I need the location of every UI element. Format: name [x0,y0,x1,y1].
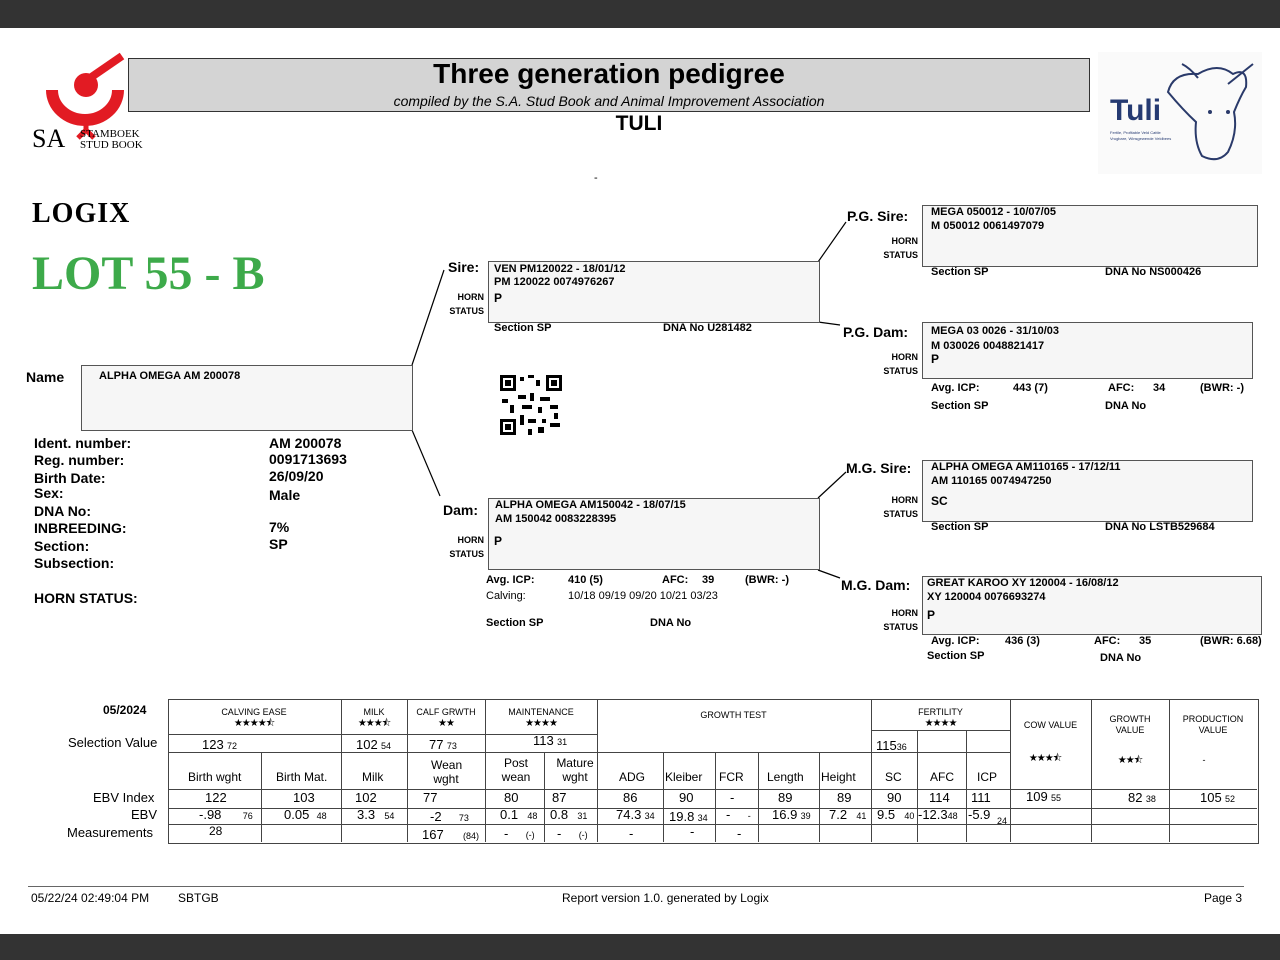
lot-number: LOT 55 - B [32,247,265,300]
meas-adg: - [629,826,634,841]
index-afc: 114 [929,790,950,805]
ebv-date: 05/2024 [103,703,147,717]
ebv-fcr: - - [726,807,751,822]
mg-dam-dna: DNA No [1100,652,1142,664]
hdr-production-value: PRODUCTION VALUE [1182,714,1244,735]
meas-mature: - (-) [557,826,588,841]
page-title: Three generation pedigree [433,58,785,89]
sire-dna: DNA No U281482 [663,322,752,334]
col-height: Height [821,770,856,784]
pg-sire-dna: DNA No NS000426 [1105,266,1202,278]
mg-dam-section: Section SP [927,650,985,662]
sel-maint: 113 31 [533,733,568,748]
footer-code: SBTGB [178,891,219,905]
mg-sire-line1: ALPHA OMEGA AM110165 - 17/12/11 [931,461,1121,473]
pg-dam-horn-label: HORN STATUS [883,352,918,376]
pg-sire-section: Section SP [931,266,989,278]
sire-section: Section SP [494,322,552,334]
sel-milk: 102 54 [356,737,392,752]
mg-dam-line1: GREAT KAROO XY 120004 - 16/08/12 [927,577,1119,589]
inbreeding-label: INBREEDING: [34,520,127,536]
hdr-calving-ease: CALVING EASE ★★★★⯪ [168,707,340,729]
hdr-fertility: FERTILITY ★★★★ [871,707,1010,729]
dam-icp-label: Avg. ICP: [486,574,535,586]
pg-dam-horn: P [931,352,940,366]
dam-horn: P [494,534,503,548]
index-icp: 111 [971,790,991,805]
index-growth-value: 82 38 [1128,790,1156,805]
hdr-growth-value: GROWTH VALUE [1109,714,1151,735]
ebv-icp: -5.9 [968,807,991,822]
ebv-milk: 3.3 54 [357,807,395,822]
index-length: 89 [778,790,793,805]
col-fcr: FCR [719,770,744,784]
index-cow-value: 109 55 [1026,789,1062,804]
ebv-sc: 9.5 40 [877,807,915,822]
pg-dam-section: Section SP [931,400,989,412]
meas-kleiber: - [690,824,695,839]
pg-dam-label: P.G. Dam: [843,324,909,340]
index-milk: 102 [355,790,377,805]
dam-horn-label: HORN STATUS [449,535,484,559]
pg-dam-icp-label: Avg. ICP: [931,382,980,394]
meas-wean: 167 (84) [422,827,480,842]
maint-stars: ★★★★ [525,718,557,729]
dam-icp: 410 (5) [568,574,603,586]
sex-value: Male [269,487,301,503]
meas-birth-wght: 28 [209,824,223,838]
dna-label: DNA No: [34,503,92,519]
col-wean-wght: Wean wght [431,758,463,786]
subsection-label: Subsection: [34,555,115,571]
col-post-wean: Post wean [501,756,531,784]
reg-label: Reg. number: [34,452,125,468]
row-label-index: EBV Index [93,790,155,805]
hdr-cow-value: COW VALUE [1023,720,1078,730]
index-height: 89 [837,790,852,805]
milk-stars: ★★★⯪ [357,718,391,729]
calf-stars: ★★ [438,718,454,729]
page-subtitle: compiled by the S.A. Stud Book and Animal Improvement Association [393,93,825,109]
sa-logo-line2: STUD BOOK [80,139,143,151]
mg-dam-icp-label: Avg. ICP: [931,635,980,647]
index-wean: 77 [423,790,438,805]
index-fcr: - [730,790,735,805]
footer-rule [28,886,1244,887]
cow-value-stars: ★★★⯪ [1028,753,1062,764]
index-adg: 86 [623,790,638,805]
dam-bwr: (BWR: -) [745,574,789,586]
ebv-length: 16.9 39 [772,807,811,822]
dam-afc-label: AFC: [662,574,689,586]
ident-label: Ident. number: [34,435,132,451]
mg-dam-label: M.G. Dam: [841,577,911,593]
row-label-selection: Selection Value [68,735,158,750]
index-mature: 87 [552,790,567,805]
pg-sire-label: P.G. Sire: [847,208,909,224]
qr-code-icon [500,375,562,435]
birth-label: Birth Date: [34,470,106,486]
col-milk: Milk [362,770,384,784]
mg-dam-afc-label: AFC: [1094,635,1121,647]
dam-label: Dam: [443,502,479,518]
mg-sire-horn: SC [931,494,948,508]
hdr-growth-test: GROWTH TEST [700,710,767,720]
ebv-birth-wght: -.98 76 [199,807,253,822]
ebv-mature: 0.8 31 [550,807,588,822]
meas-post-wean: - (-) [504,826,535,841]
sire-line2: PM 120022 0074976267 [494,276,615,288]
ebv-wean: -2 73 [430,809,469,824]
col-birth-mat: Birth Mat. [276,770,328,784]
row-label-ebv: EBV [131,807,158,822]
pg-dam-dna: DNA No [1105,400,1147,412]
horn-status-label: HORN STATUS: [34,590,138,606]
calving-stars: ★★★★⯪ [233,718,275,729]
production-value-stars: - [1202,755,1206,765]
ebv-kleiber: 19.8 34 [669,809,708,824]
tuli-tagline-1: Fertile, Profitable Veld Cattle [1110,130,1161,135]
animal-name: ALPHA OMEGA AM 200078 [99,370,241,382]
dam-afc: 39 [702,574,715,586]
col-length: Length [767,770,804,784]
col-adg: ADG [619,770,646,784]
pg-dam-afc-label: AFC: [1108,382,1135,394]
bottom-bar [0,934,1280,960]
ident-value: AM 200078 [269,435,342,451]
footer-datetime: 05/22/24 02:49:04 PM [31,891,150,905]
sire-horn-label: HORN STATUS [449,292,484,316]
sa-logo-line1: STAMBOEK [80,128,140,140]
birth-value: 26/09/20 [269,468,324,484]
ebv-birth-mat: 0.05 48 [284,807,327,822]
col-icp: ICP [977,770,998,784]
ebv-afc: -12.348 [918,807,958,822]
index-production-value: 105 52 [1200,790,1236,805]
index-post-wean: 80 [504,790,519,805]
mg-sire-section: Section SP [931,521,989,533]
col-afc: AFC [930,770,954,784]
dam-dna: DNA No [650,617,692,629]
pg-dam-afc: 34 [1153,382,1166,394]
name-label: Name [26,369,65,385]
hdr-milk: MILK ★★★⯪ [341,707,407,729]
pg-dam-line1: MEGA 03 0026 - 31/10/03 [931,325,1060,337]
ebv-adg: 74.3 34 [616,807,655,822]
col-mature-wght: Mature wght [556,756,594,784]
sire-horn: P [494,291,503,305]
reg-value: 0091713693 [269,451,347,467]
meas-fcr: - [737,826,742,841]
dam-calving: 10/18 09/19 09/20 10/21 03/23 [568,590,718,602]
row-label-measurements: Measurements [67,825,153,840]
logix-logo: LOGIX [32,198,131,229]
mg-sire-horn-label: HORN STATUS [883,495,918,519]
sire-label: Sire: [448,259,480,275]
hdr-maintenance: MAINTENANCE ★★★★ [485,707,597,729]
mg-sire-label: M.G. Sire: [846,460,912,476]
pg-sire-horn-label: HORN STATUS [883,236,918,260]
mg-dam-horn-label: HORN STATUS [883,608,918,632]
tuli-logo-text: Tuli [1110,94,1162,127]
mg-dam-horn: P [927,608,936,622]
pg-dam-bwr: (BWR: -) [1200,382,1244,394]
pg-sire-line1: MEGA 050012 - 10/07/05 [931,206,1056,218]
sel-calf: 77 73 [429,737,457,752]
sel-fert: 11536 [876,738,907,753]
mg-dam-bwr: (BWR: 6.68) [1200,635,1262,647]
ebv-icp-acc: 24 [997,816,1008,826]
sire-line1: VEN PM120022 - 18/01/12 [494,263,626,275]
growth-value-stars: ★★⯪ [1117,755,1143,766]
hdr-calf-growth: CALF GRWTH ★★ [407,707,485,729]
tuli-tagline-2: Vrugbare, Winsgewende Veldbees [1110,136,1172,141]
mg-dam-icp: 436 (3) [1005,635,1040,647]
col-birth-wght: Birth wght [188,770,242,784]
mg-dam-line2: XY 120004 0076693274 [927,591,1046,603]
pg-sire-line2: M 050012 0061497079 [931,220,1045,232]
dam-line1: ALPHA OMEGA AM150042 - 18/07/15 [495,499,686,511]
ebv-height: 7.2 41 [829,807,867,822]
pg-dam-icp: 443 (7) [1013,382,1048,394]
footer-report: Report version 1.0. generated by Logix [562,891,769,905]
ebv-post-wean: 0.1 48 [500,807,538,822]
footer-page: Page 3 [1204,891,1243,905]
sex-label: Sex: [34,485,64,501]
index-sc: 90 [887,790,902,805]
dam-line2: AM 150042 0083228395 [495,513,617,525]
col-sc: SC [885,770,902,784]
inbreeding-value: 7% [269,519,290,535]
sel-calving: 123 72 [202,737,238,752]
section-label: Section: [34,538,90,554]
mg-sire-line2: AM 110165 0074947250 [931,475,1052,487]
dash-mark: - [594,172,598,184]
section-value: SP [269,536,288,552]
index-birth-mat: 103 [293,790,315,805]
index-birth-wght: 122 [205,790,227,805]
pg-dam-line2: M 030026 0048821417 [931,340,1045,352]
col-kleiber: Kleiber [665,770,703,784]
breed-name: TULI [615,112,663,135]
dam-section: Section SP [486,617,544,629]
sa-logo-letters: SA [32,124,66,153]
qr-code [500,375,562,435]
dam-calving-label: Calving: [486,590,526,602]
fert-stars: ★★★★ [924,718,957,729]
index-kleiber: 90 [679,790,694,805]
mg-sire-dna: DNA No LSTB529684 [1105,521,1215,533]
mg-dam-afc: 35 [1139,635,1152,647]
